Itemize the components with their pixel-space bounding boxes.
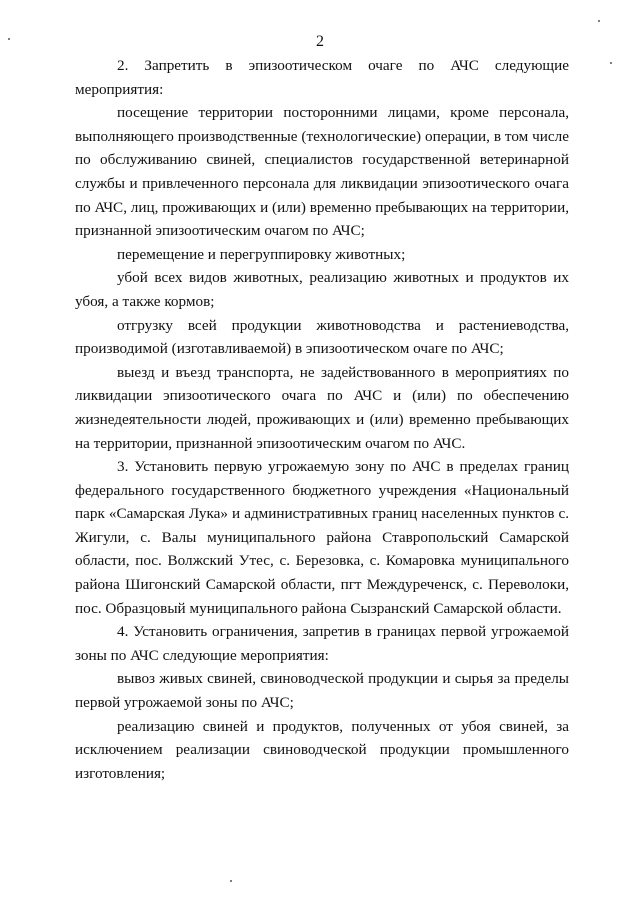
paragraph-transport-ban: выезд и въезд транспорта, не задействованного в мероприятиях по ликвидации эпизоотического очага по АЧС и (или) по обеспечению жизнедеятельности людей, проживающих и (или) временно пребывающих на территории, признанной эпизоотическим очагом по АЧС. bbox=[75, 363, 569, 452]
scan-speck bbox=[8, 38, 10, 40]
paragraph-item-4: 4. Установить ограничения, запретив в границах первой угрожаемой зоны по АЧС следующие мероприятия: bbox=[75, 623, 569, 664]
paragraph-export-ban: вывоз живых свиней, свиноводческой продукции и сырья за пределы первой угрожаемой зоны по АЧС; bbox=[75, 670, 569, 712]
paragraph-shipment-ban: отгрузку всей продукции животноводства и растениеводства, производимой (изготавливаемой) в эпизоотическом очаге по АЧС; bbox=[75, 316, 569, 358]
page-number: 2 bbox=[316, 33, 324, 50]
document-body bbox=[75, 54, 569, 785]
paragraph-visit-ban: посещение территории посторонними лицами, кроме персонала, выполняющего производственные (технологические) операции, в том числе по обслуживанию свиней, специалистов государственной ветеринарной службы и привлеченного персонала для ликвидации эпизоотического очага по АЧС, лиц, проживающих и (или) временно пребывающих на территории, признанной эпизоотическим очагом по АЧС; bbox=[75, 104, 569, 240]
paragraph-movement-ban: перемещение и перегруппировку животных; bbox=[117, 245, 406, 263]
paragraph-sales-ban: реализацию свиней и продуктов, полученных от убоя свиней, за исключением реализации свиноводческой продукции промышленного изготовления; bbox=[75, 717, 569, 782]
scan-speck bbox=[598, 20, 600, 22]
paragraph-item-3: 3. Установить первую угрожаемую зону по АЧС в пределах границ федерального государственного бюджетного учреждения «Национальный парк «Самарская Лука» и административных границ населенных пунктов с. Жигули, с. Валы муниципального района Ставропольский Самарской области, пос. Волжский Утес, с. Березовка, с. Комаровка муниципального района Шигонский Самарской области, пгт Междуреченск, с. Переволоки, пос. Образцовый муниципального района Сызранский Самарской области. bbox=[75, 458, 569, 617]
scan-speck bbox=[610, 62, 612, 64]
scan-speck bbox=[230, 880, 232, 882]
paragraph-slaughter-ban: убой всех видов животных, реализацию животных и продуктов их убоя, а также кормов; bbox=[75, 269, 569, 310]
paragraph-item-2: 2. Запретить в эпизоотическом очаге по АЧС следующие мероприятия: bbox=[75, 57, 569, 98]
